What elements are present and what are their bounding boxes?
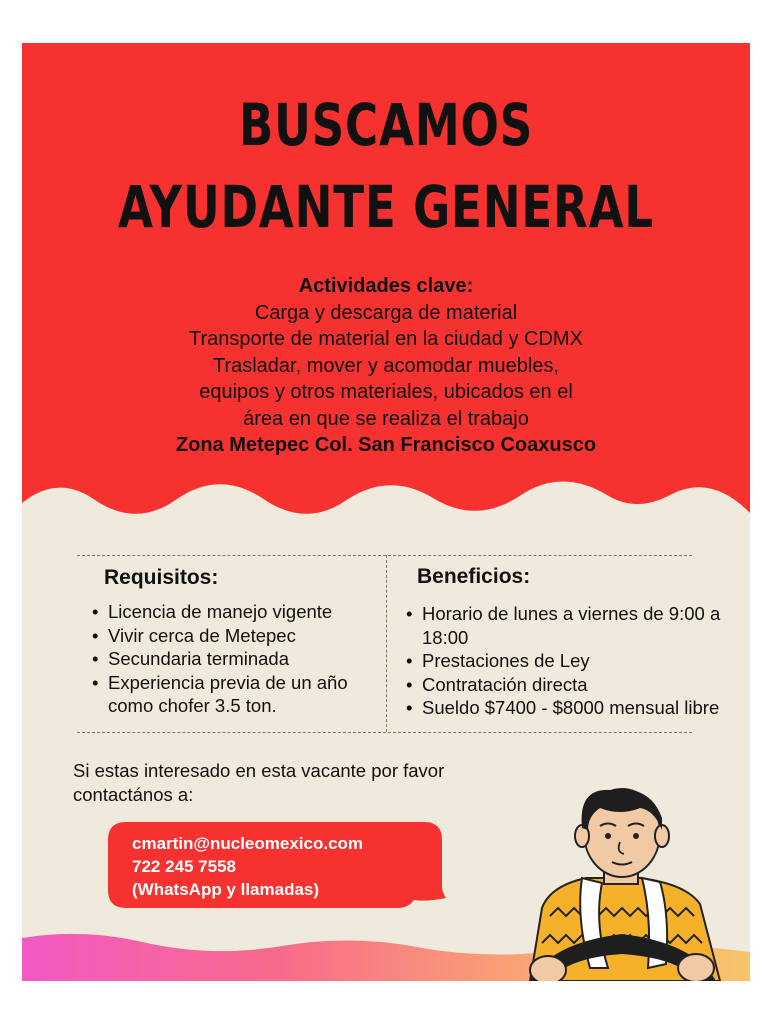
benefits-list [402, 602, 747, 720]
contact-note: (WhatsApp y llamadas) [132, 880, 320, 899]
requirements-list [88, 600, 388, 718]
list-item: • Vivir cerca de Metepec [88, 624, 388, 648]
work-zone: Zona Metepec Col. San Francisco Coaxusco [175, 434, 597, 456]
activities-heading: Actividades clave: [298, 275, 474, 297]
driver-illustration [490, 738, 750, 981]
contact-details [132, 832, 363, 901]
contact-intro: Si estas interesado en esta vacante por favor contactános a: [73, 760, 445, 805]
headline-line1: BUSCAMOS [238, 91, 534, 159]
activity-line: Trasladar, mover y acomodar muebles, [212, 354, 560, 377]
list-item: • Prestaciones de Ley [402, 649, 747, 673]
divider-bottom [77, 732, 692, 733]
activity-line: Transporte de material en la ciudad y CDMX [189, 328, 583, 350]
list-item: • Horario de lunes a viernes de 9:00 a 18:00 [402, 602, 747, 649]
list-item: • Experiencia previa de un año como chofer 3.5 ton. [88, 671, 388, 718]
activities-section [22, 273, 750, 459]
list-item: • Sueldo $7400 - $8000 mensual libre [402, 696, 747, 720]
activity-line: Carga y descarga de material [254, 301, 518, 324]
activity-line: área en que se realiza el trabajo [243, 407, 529, 430]
divider-top [77, 555, 692, 556]
contact-phone[interactable]: 722 245 7558 [132, 857, 236, 876]
benefits-title: Beneficios: [417, 565, 531, 588]
job-poster [22, 43, 750, 981]
list-item: • Contratación directa [402, 673, 747, 697]
list-item: • Licencia de manejo vigente [88, 600, 388, 624]
list-item: • Secundaria terminada [88, 647, 388, 671]
activity-line: equipos y otros materiales, ubicados en el [199, 381, 573, 403]
headline-line2: AYUDANTE GENERAL [117, 173, 655, 241]
requirements-title: Requisitos: [104, 566, 219, 589]
contact-email[interactable]: cmartin@nucleomexico.com [132, 834, 364, 853]
